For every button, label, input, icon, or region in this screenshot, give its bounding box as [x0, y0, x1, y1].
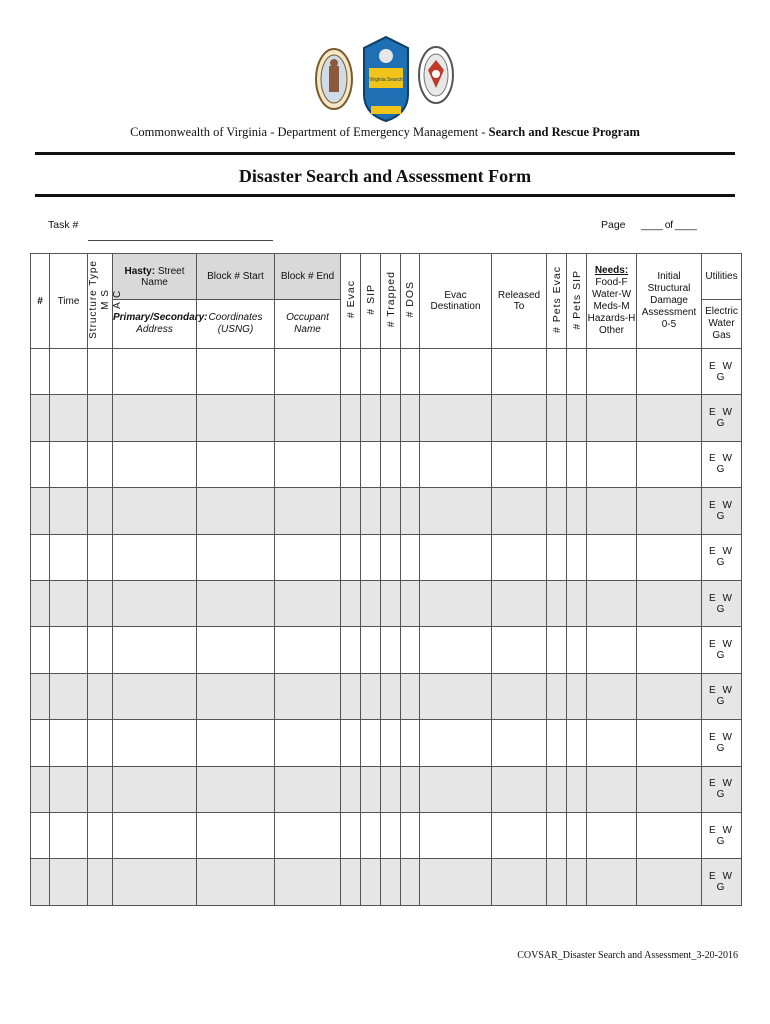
- table-cell[interactable]: [88, 580, 113, 626]
- table-cell[interactable]: [547, 534, 567, 580]
- col-sip-header: # SIP: [361, 254, 381, 349]
- table-cell[interactable]: [381, 580, 401, 626]
- table-cell[interactable]: [420, 534, 492, 580]
- table-cell[interactable]: [197, 441, 275, 487]
- col-pets-evac-header: # Pets Evac: [547, 254, 567, 349]
- table-cell[interactable]: [401, 720, 420, 766]
- table-cell[interactable]: [637, 673, 702, 719]
- table-cell[interactable]: [88, 395, 113, 441]
- table-cell[interactable]: [637, 441, 702, 487]
- table-cell[interactable]: [401, 673, 420, 719]
- table-cell[interactable]: [381, 859, 401, 905]
- table-cell[interactable]: [341, 395, 361, 441]
- table-cell[interactable]: [31, 534, 50, 580]
- table-cell[interactable]: [401, 812, 420, 858]
- table-cell[interactable]: [197, 488, 275, 534]
- table-cell[interactable]: [31, 859, 50, 905]
- page-number-field[interactable]: ____ of ____: [641, 219, 697, 231]
- table-cell[interactable]: [361, 812, 381, 858]
- table-cell[interactable]: [275, 441, 341, 487]
- col-structure-type-header: [88, 254, 123, 349]
- col-trapped-header: # Trapped: [381, 254, 401, 349]
- table-cell[interactable]: [420, 673, 492, 719]
- utility-codes-cell[interactable]: E W G: [702, 349, 742, 395]
- table-cell[interactable]: [420, 580, 492, 626]
- col-address-header: Primary/Secondary: Address: [113, 300, 197, 349]
- table-cell[interactable]: [361, 720, 381, 766]
- table-cell[interactable]: [31, 673, 50, 719]
- table-cell[interactable]: [547, 812, 567, 858]
- table-cell[interactable]: [637, 580, 702, 626]
- table-cell[interactable]: [275, 534, 341, 580]
- table-cell[interactable]: [50, 488, 88, 534]
- table-cell[interactable]: [50, 627, 88, 673]
- structure-type-text: Structure Type M S A C: [88, 260, 123, 339]
- table-cell[interactable]: [547, 349, 567, 395]
- table-cell[interactable]: [381, 488, 401, 534]
- col-evac-header: # Evac: [341, 254, 361, 349]
- table-cell[interactable]: [341, 534, 361, 580]
- table-cell[interactable]: [197, 627, 275, 673]
- needs-title: Needs:: [594, 265, 629, 276]
- table-cell[interactable]: [381, 395, 401, 441]
- table-cell[interactable]: [567, 441, 587, 487]
- table-cell[interactable]: [420, 441, 492, 487]
- table-cell[interactable]: [587, 627, 637, 673]
- table-cell[interactable]: [50, 859, 88, 905]
- table-cell[interactable]: [420, 812, 492, 858]
- utility-codes-cell[interactable]: E W G: [702, 812, 742, 858]
- table-cell[interactable]: [113, 627, 197, 673]
- table-cell[interactable]: [113, 395, 197, 441]
- utility-codes-cell[interactable]: E W G: [702, 580, 742, 626]
- col-dos-header: # DOS: [401, 254, 420, 349]
- table-cell[interactable]: [341, 766, 361, 812]
- table-cell[interactable]: [88, 441, 113, 487]
- table-cell[interactable]: [637, 812, 702, 858]
- table-cell[interactable]: [637, 349, 702, 395]
- utility-codes-cell[interactable]: E W G: [702, 395, 742, 441]
- table-cell[interactable]: [567, 488, 587, 534]
- table-cell[interactable]: [197, 534, 275, 580]
- title-rule-top: [35, 152, 735, 155]
- table-cell[interactable]: [547, 441, 567, 487]
- table-cell[interactable]: [197, 673, 275, 719]
- table-cell[interactable]: [567, 673, 587, 719]
- table-cell[interactable]: [88, 534, 113, 580]
- col-street-name-header: Hasty: Street Name: [113, 254, 197, 300]
- table-cell[interactable]: [401, 488, 420, 534]
- table-cell[interactable]: [420, 627, 492, 673]
- col-time-header: Time: [50, 254, 88, 349]
- col-released-to-header: Released To: [492, 254, 547, 349]
- utility-codes-cell[interactable]: E W G: [702, 859, 742, 905]
- table-cell[interactable]: [401, 580, 420, 626]
- table-cell[interactable]: [275, 673, 341, 719]
- table-cell[interactable]: [401, 766, 420, 812]
- table-cell[interactable]: [401, 349, 420, 395]
- table-cell[interactable]: [197, 349, 275, 395]
- table-cell[interactable]: [567, 766, 587, 812]
- assessment-rows: [31, 349, 742, 906]
- table-cell[interactable]: [88, 349, 113, 395]
- table-cell[interactable]: [113, 580, 197, 626]
- table-cell[interactable]: [275, 859, 341, 905]
- table-cell[interactable]: [50, 673, 88, 719]
- table-cell[interactable]: [113, 766, 197, 812]
- table-cell[interactable]: [420, 349, 492, 395]
- table-cell[interactable]: [341, 859, 361, 905]
- table-cell[interactable]: [88, 812, 113, 858]
- table-cell[interactable]: [587, 580, 637, 626]
- task-number-field[interactable]: [88, 240, 273, 241]
- table-cell[interactable]: [31, 349, 50, 395]
- table-row: [31, 766, 742, 812]
- table-cell[interactable]: [567, 349, 587, 395]
- table-cell[interactable]: [275, 720, 341, 766]
- department-line: [0, 125, 770, 140]
- table-cell[interactable]: [637, 395, 702, 441]
- table-cell[interactable]: [381, 534, 401, 580]
- badge-text: Virginia Search: [369, 77, 403, 83]
- table-cell[interactable]: [637, 488, 702, 534]
- table-cell[interactable]: [492, 627, 547, 673]
- table-cell[interactable]: [361, 488, 381, 534]
- table-cell[interactable]: [567, 627, 587, 673]
- table-cell[interactable]: [420, 488, 492, 534]
- table-cell[interactable]: [492, 859, 547, 905]
- table-cell[interactable]: [587, 673, 637, 719]
- table-cell[interactable]: [88, 488, 113, 534]
- table-cell[interactable]: [401, 859, 420, 905]
- table-cell[interactable]: [587, 859, 637, 905]
- search-badge-icon: [363, 36, 409, 122]
- table-cell[interactable]: [197, 720, 275, 766]
- table-cell[interactable]: [113, 673, 197, 719]
- table-cell[interactable]: [637, 534, 702, 580]
- utility-codes-cell[interactable]: E W G: [702, 627, 742, 673]
- assessment-table: [30, 253, 742, 906]
- utility-codes-cell[interactable]: E W G: [702, 534, 742, 580]
- table-cell[interactable]: [341, 673, 361, 719]
- table-cell[interactable]: [197, 395, 275, 441]
- table-cell[interactable]: [361, 441, 381, 487]
- table-cell[interactable]: [567, 812, 587, 858]
- table-cell[interactable]: [381, 349, 401, 395]
- table-row: [31, 812, 742, 858]
- col-evac-destination-header: Evac Destination: [420, 254, 492, 349]
- table-cell[interactable]: [381, 627, 401, 673]
- table-cell[interactable]: [341, 488, 361, 534]
- col-block-start-header: Block # Start: [197, 254, 275, 300]
- table-cell[interactable]: [113, 812, 197, 858]
- table-cell[interactable]: [547, 580, 567, 626]
- table-cell[interactable]: [381, 720, 401, 766]
- table-cell[interactable]: [88, 766, 113, 812]
- col-occupant-header: Occupant Name: [275, 300, 341, 349]
- table-cell[interactable]: [31, 395, 50, 441]
- table-cell[interactable]: [567, 534, 587, 580]
- table-cell[interactable]: [50, 441, 88, 487]
- table-cell[interactable]: [275, 766, 341, 812]
- form-footer: COVSAR_Disaster Search and Assessment_3-20-2016: [517, 950, 738, 961]
- table-cell[interactable]: [492, 580, 547, 626]
- table-cell[interactable]: [341, 441, 361, 487]
- table-cell[interactable]: [88, 720, 113, 766]
- table-cell[interactable]: [113, 720, 197, 766]
- table-row: [31, 441, 742, 487]
- table-row: [31, 349, 742, 395]
- table-cell[interactable]: [492, 349, 547, 395]
- table-cell[interactable]: [361, 627, 381, 673]
- table-row: [31, 534, 742, 580]
- table-cell[interactable]: [401, 395, 420, 441]
- col-num-header: #: [31, 254, 50, 349]
- table-cell[interactable]: [547, 766, 567, 812]
- col-needs-header: Needs: Food-F Water-W Meds-M Hazards-H Other: [587, 254, 637, 349]
- table-cell[interactable]: [275, 627, 341, 673]
- table-cell[interactable]: [361, 395, 381, 441]
- table-cell[interactable]: [88, 673, 113, 719]
- table-cell[interactable]: [31, 766, 50, 812]
- table-cell[interactable]: [492, 395, 547, 441]
- table-cell[interactable]: [275, 580, 341, 626]
- task-label: Task #: [48, 219, 79, 231]
- table-cell[interactable]: [637, 859, 702, 905]
- table-cell[interactable]: [587, 395, 637, 441]
- table-cell[interactable]: [492, 766, 547, 812]
- table-cell[interactable]: [113, 859, 197, 905]
- table-cell[interactable]: [492, 720, 547, 766]
- table-row: [31, 580, 742, 626]
- table-cell[interactable]: [361, 859, 381, 905]
- table-cell[interactable]: [341, 349, 361, 395]
- table-cell[interactable]: [341, 812, 361, 858]
- table-cell[interactable]: [197, 766, 275, 812]
- table-cell[interactable]: [50, 534, 88, 580]
- table-cell[interactable]: [50, 812, 88, 858]
- table-cell[interactable]: [547, 673, 567, 719]
- col-coordinates-header: Coordinates (USNG): [197, 300, 275, 349]
- agency-seals: [310, 36, 460, 124]
- table-cell[interactable]: [567, 859, 587, 905]
- table-cell[interactable]: [361, 766, 381, 812]
- table-cell[interactable]: [341, 580, 361, 626]
- utility-codes-cell[interactable]: E W G: [702, 488, 742, 534]
- col-pets-sip-header: # Pets SIP: [567, 254, 587, 349]
- table-cell[interactable]: [587, 441, 637, 487]
- table-cell[interactable]: [547, 395, 567, 441]
- table-row: [31, 395, 742, 441]
- col-damage-header: Initial Structural Damage Assessment 0-5: [637, 254, 702, 349]
- table-cell[interactable]: [587, 488, 637, 534]
- table-cell[interactable]: [31, 580, 50, 626]
- table-cell[interactable]: [492, 488, 547, 534]
- table-cell[interactable]: [567, 395, 587, 441]
- table-cell[interactable]: [113, 349, 197, 395]
- table-cell[interactable]: [587, 534, 637, 580]
- table-cell[interactable]: [420, 395, 492, 441]
- table-cell[interactable]: [31, 812, 50, 858]
- table-cell[interactable]: [420, 859, 492, 905]
- table-cell[interactable]: [547, 859, 567, 905]
- table-cell[interactable]: [361, 580, 381, 626]
- table-cell[interactable]: [381, 812, 401, 858]
- table-cell[interactable]: [361, 534, 381, 580]
- table-cell[interactable]: [197, 580, 275, 626]
- utility-codes-cell[interactable]: E W G: [702, 673, 742, 719]
- virginia-seal-icon: [314, 44, 354, 114]
- table-row: [31, 720, 742, 766]
- table-row: [31, 859, 742, 905]
- table-cell[interactable]: [31, 488, 50, 534]
- table-cell[interactable]: [567, 580, 587, 626]
- table-cell[interactable]: [88, 859, 113, 905]
- table-cell[interactable]: [88, 627, 113, 673]
- table-cell[interactable]: [637, 766, 702, 812]
- table-cell[interactable]: [113, 441, 197, 487]
- table-cell[interactable]: [31, 441, 50, 487]
- table-row: [31, 627, 742, 673]
- table-cell[interactable]: [50, 580, 88, 626]
- department-name: Commonwealth of Virginia - Department of Emergency Management -: [130, 125, 489, 139]
- table-cell[interactable]: [420, 720, 492, 766]
- page-label: Page: [601, 219, 626, 231]
- table-cell[interactable]: [197, 812, 275, 858]
- table-cell[interactable]: [31, 720, 50, 766]
- utility-codes-cell[interactable]: E W G: [702, 441, 742, 487]
- table-cell[interactable]: [420, 766, 492, 812]
- table-cell[interactable]: [341, 627, 361, 673]
- table-cell[interactable]: [587, 766, 637, 812]
- program-name: Search and Rescue Program: [488, 125, 640, 139]
- table-cell[interactable]: [113, 488, 197, 534]
- table-cell[interactable]: [275, 349, 341, 395]
- table-cell[interactable]: [637, 627, 702, 673]
- col-utility-types-header: Electric Water Gas: [702, 300, 742, 349]
- table-cell[interactable]: [381, 766, 401, 812]
- table-cell[interactable]: [361, 673, 381, 719]
- table-row: [31, 673, 742, 719]
- table-row: [31, 488, 742, 534]
- table-cell[interactable]: [492, 441, 547, 487]
- table-cell[interactable]: [492, 673, 547, 719]
- col-block-end-header: Block # End: [275, 254, 341, 300]
- form-title: Disaster Search and Assessment Form: [238, 166, 532, 186]
- table-cell[interactable]: [547, 720, 567, 766]
- table-cell[interactable]: [50, 720, 88, 766]
- table-cell[interactable]: [401, 534, 420, 580]
- table-cell[interactable]: [547, 488, 567, 534]
- table-cell[interactable]: [637, 720, 702, 766]
- table-cell[interactable]: [492, 534, 547, 580]
- table-cell[interactable]: [381, 673, 401, 719]
- table-cell[interactable]: [401, 441, 420, 487]
- table-cell[interactable]: [547, 627, 567, 673]
- table-cell[interactable]: [50, 349, 88, 395]
- table-cell[interactable]: [275, 395, 341, 441]
- table-cell[interactable]: [50, 766, 88, 812]
- table-cell[interactable]: [381, 441, 401, 487]
- table-cell[interactable]: [50, 395, 88, 441]
- table-cell[interactable]: [275, 488, 341, 534]
- table-cell[interactable]: [361, 349, 381, 395]
- utility-codes-cell[interactable]: E W G: [702, 766, 742, 812]
- utility-codes-cell[interactable]: E W G: [702, 720, 742, 766]
- table-cell[interactable]: [401, 627, 420, 673]
- table-cell[interactable]: [113, 534, 197, 580]
- table-cell[interactable]: [587, 349, 637, 395]
- table-cell[interactable]: [275, 812, 341, 858]
- table-cell[interactable]: [567, 720, 587, 766]
- table-cell[interactable]: [587, 720, 637, 766]
- table-cell[interactable]: [492, 812, 547, 858]
- fire-rescue-seal-icon: [417, 44, 455, 106]
- table-cell[interactable]: [587, 812, 637, 858]
- title-rule-bottom: [35, 194, 735, 197]
- table-cell[interactable]: [31, 627, 50, 673]
- table-cell[interactable]: [197, 859, 275, 905]
- table-cell[interactable]: [341, 720, 361, 766]
- col-utilities-header: Utilities: [702, 254, 742, 300]
